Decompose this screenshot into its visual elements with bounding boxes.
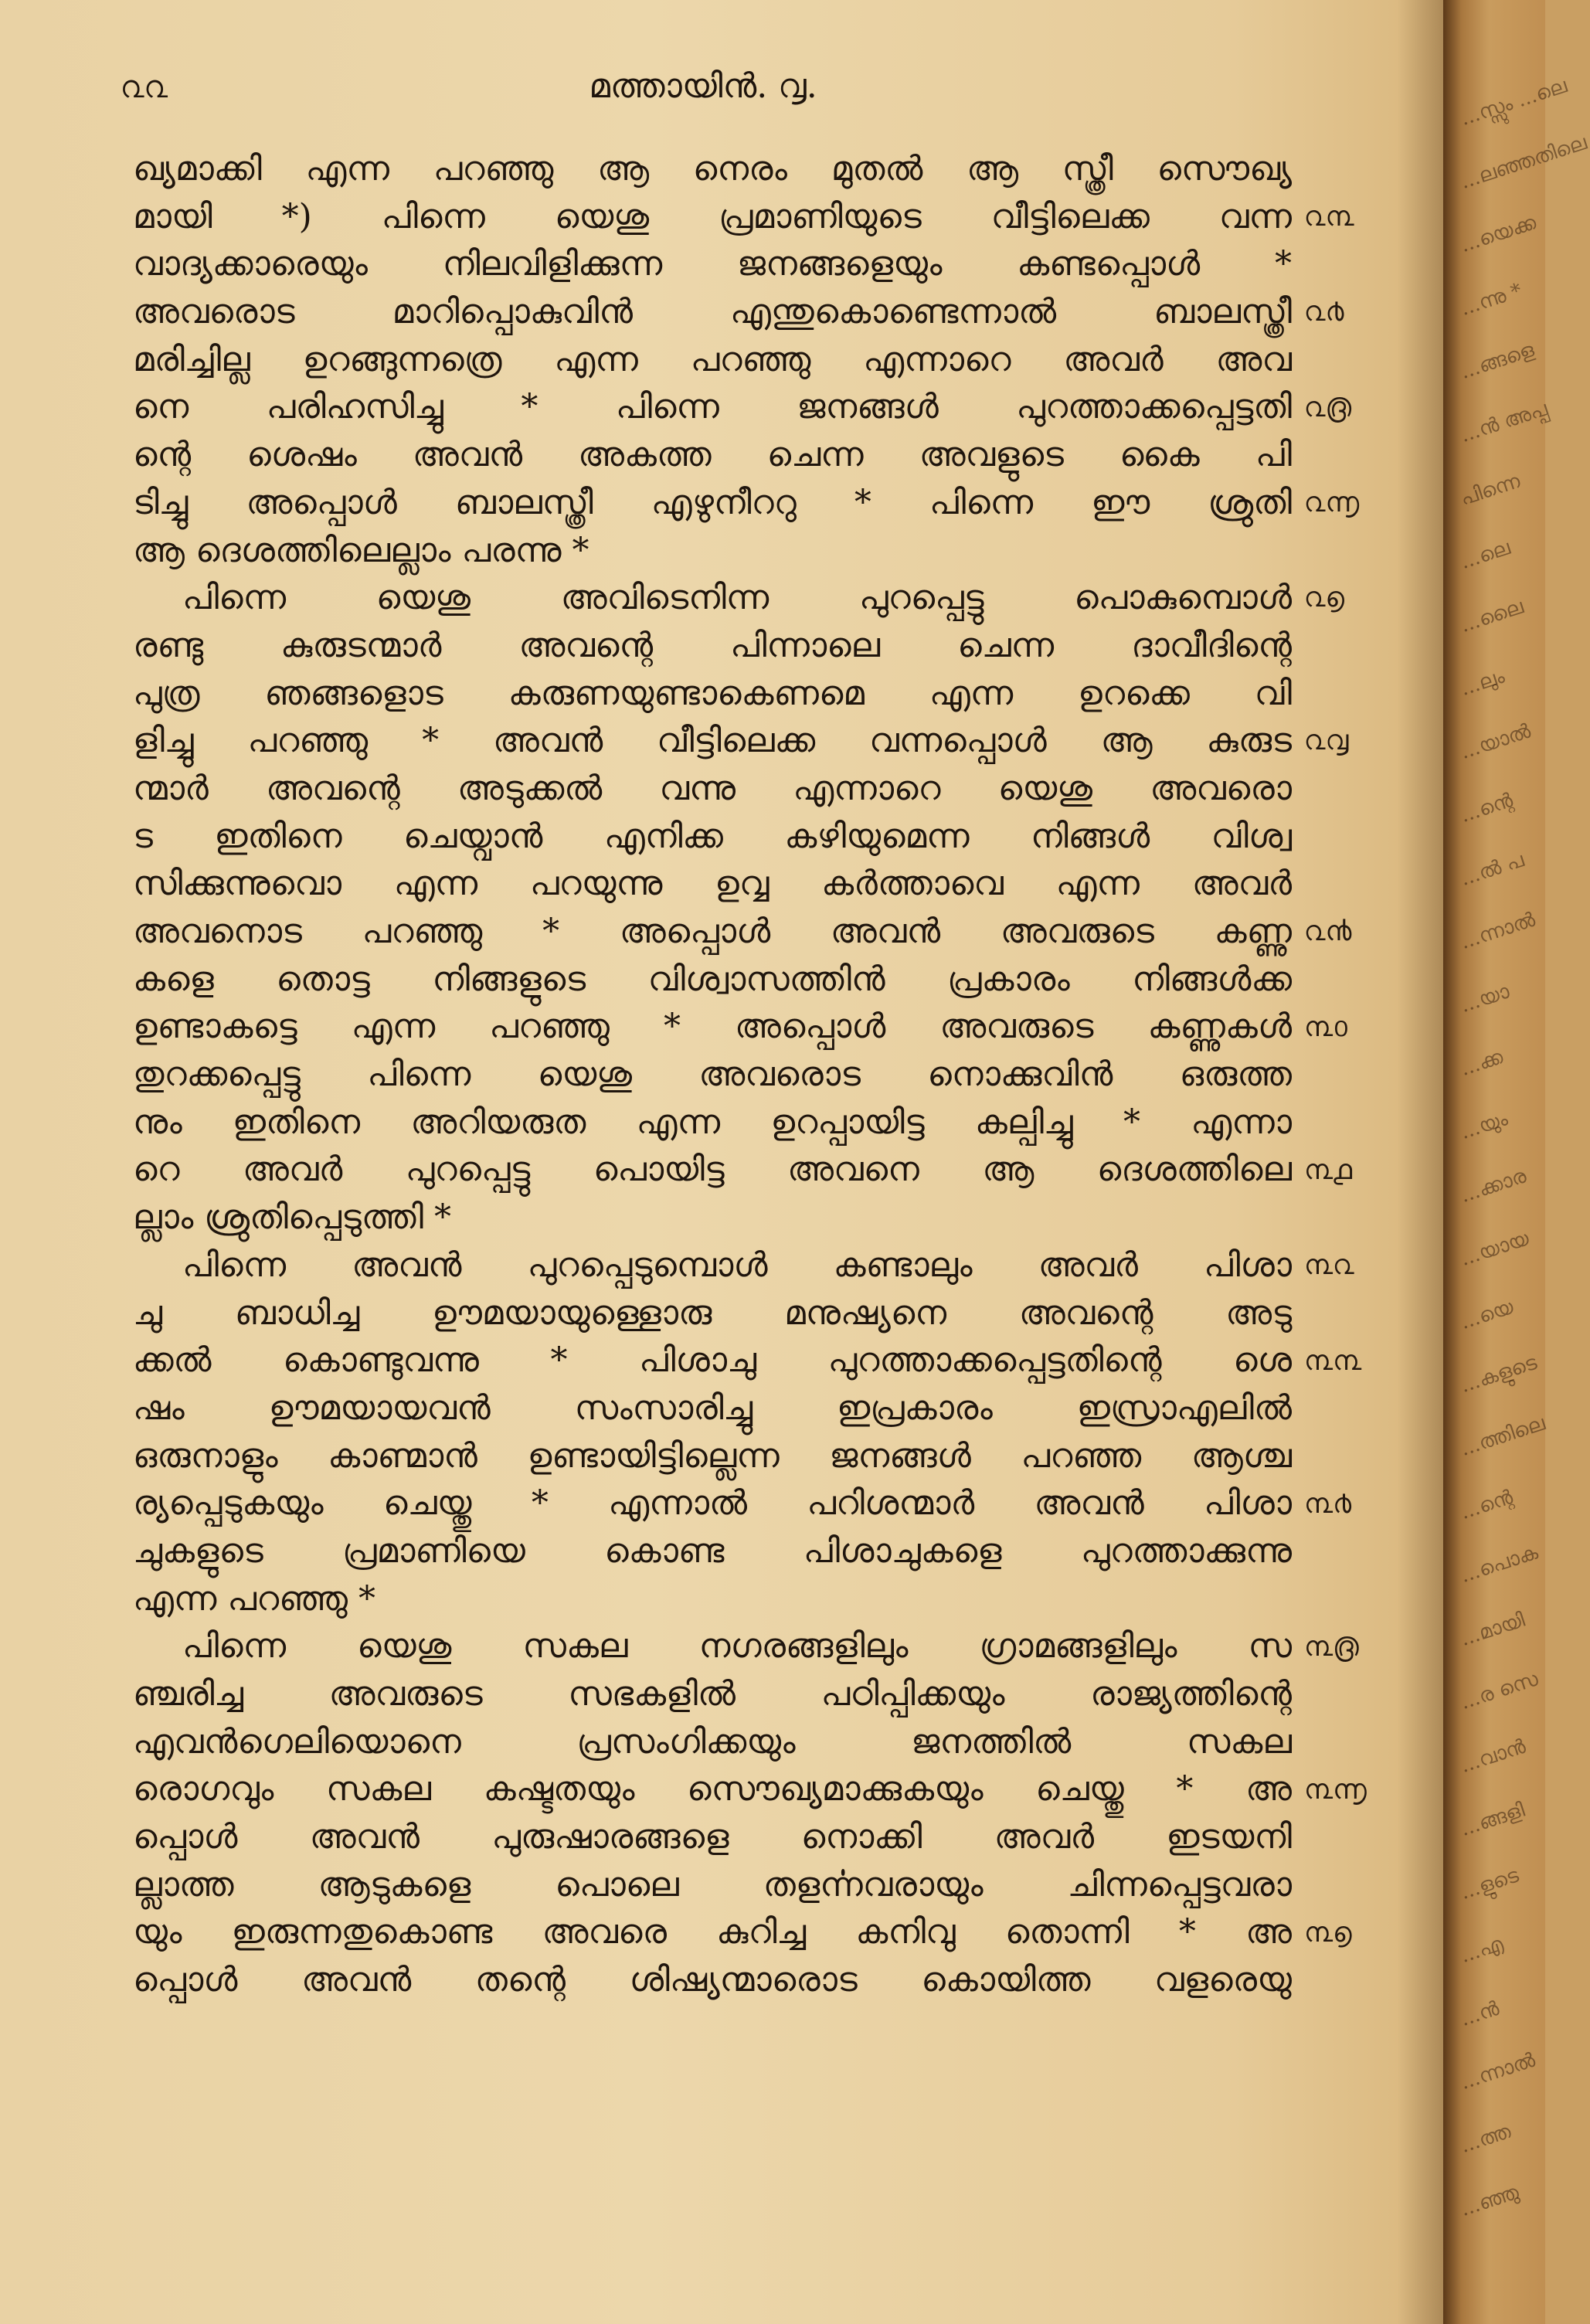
facing-page-fragment: ...ന്നാൽ [1457, 908, 1538, 954]
facing-page-fragment: ...ലെ [1457, 536, 1514, 574]
facing-page-edge [1443, 0, 1590, 2324]
text-line: റെ അവർ പുറപ്പെട്ടു പൊയിട്ട അവനെ ആ ദെശത്തിലെ [133, 1150, 1292, 1190]
verse-number: ൩൨ [1304, 1249, 1354, 1282]
facing-page-fragment: ...ലൈ [1457, 595, 1527, 637]
verse-number: ൨൪ [1304, 296, 1344, 328]
verse-number: ൩൩ [1304, 1344, 1362, 1377]
verse-number: ൨൯ [1304, 916, 1352, 948]
text-line: രണ്ടു കുരുടന്മാർ അവന്റെ പിന്നാലെ ചെന്ന ദാവീദിന്റെ [133, 625, 1292, 665]
text-line: സിക്കുന്നുവൊ എന്ന പറയുന്നു ഉവ്വ കർത്താവെ എന്ന അവർ [133, 864, 1292, 904]
text-line: മായി *) പിന്നെ യെശു പ്രമാണിയുടെ വീട്ടിലെക്ക വന്ന [133, 196, 1292, 236]
text-line: നും ഇതിനെ അറിയരുത എന്ന ഉറപ്പായിട്ട കല്പിച്ചു * എന്നാ [133, 1102, 1292, 1142]
facing-page-fragment: ...ന്റെ [1457, 788, 1516, 827]
text-line: മരിച്ചില്ല ഉറങ്ങുന്നത്രെ എന്ന പറഞ്ഞു എന്നാറെ അവർ അവ [133, 339, 1292, 379]
facing-page-fragment: ...പൊക [1457, 1541, 1541, 1588]
facing-page-fragment: ...ൽ പ [1457, 848, 1527, 891]
text-line: അവനൊട പറഞ്ഞു * അപ്പൊൾ അവൻ അവരുടെ കണ്ണു [133, 912, 1292, 951]
text-line: ന്മാർ അവന്റെ അടുക്കൽ വന്നു എന്നാറെ യെശു അവരൊ [133, 768, 1292, 808]
text-line: പിന്നെ യെശു സകല നഗരങ്ങളിലും ഗ്രാമങ്ങളിലും സ [182, 1626, 1292, 1667]
facing-page-fragment: ...ന്റെ [1457, 1485, 1516, 1524]
facing-page-fragment: ...യെക്ക [1457, 211, 1540, 257]
verse-number: ൨൬ [1304, 486, 1360, 518]
text-line: പുത്ര ഞങ്ങളൊട കരുണയുണ്ടാകെണമെ എന്ന ഉറക്കെ വി [133, 673, 1292, 713]
facing-page-fragment: ...എ [1457, 1932, 1507, 1968]
text-line: ന്റെ ശെഷം അവൻ അകത്ത ചെന്ന അവളുടെ കൈ പി [133, 435, 1292, 475]
text-line: യും ഇരുന്നതുകൊണ്ട അവരെ കുറിച്ച കനിവു തൊന്നി * അ [133, 1912, 1292, 1952]
text-line: പിന്നെ അവൻ പുറപ്പെടുമ്പൊൾ കണ്ടാലും അവർ പിശാ [182, 1245, 1292, 1285]
facing-page-fragment: ...മായി [1457, 1608, 1528, 1651]
text-line: ഉണ്ടാകട്ടെ എന്ന പറഞ്ഞു * അപ്പൊൾ അവരുടെ കണ്ണുകൾ [133, 1007, 1292, 1047]
facing-page-fragment: ...യാ [1457, 980, 1513, 1018]
facing-page-fragment: ...ഞ്ഞു [1457, 2180, 1522, 2221]
facing-page-fragment: ...ങ്ങളി [1457, 1799, 1528, 1841]
facing-page-fragment: ...വാൻ [1457, 1735, 1529, 1778]
chapter-title: മത്തായിൻ. ൮. [589, 66, 817, 106]
running-head [116, 66, 1290, 113]
facing-page-fragment: പിന്നെ [1457, 469, 1524, 511]
facing-page-fragment: ...ര സെ [1457, 1667, 1541, 1714]
text-line: എന്ന പറഞ്ഞു * [133, 1578, 376, 1619]
facing-page-fragment: ...കളുടെ [1457, 1351, 1541, 1398]
verse-number: ൩൭ [1304, 1916, 1352, 1949]
facing-page-fragment: ...ളുടെ [1457, 1864, 1522, 1904]
facing-page-fragment: ...യായ [1457, 1227, 1532, 1271]
verse-number: ൩൧ [1304, 1154, 1353, 1186]
facing-page-fragment: ...യും [1457, 1107, 1511, 1144]
text-line: ഖ്യമാക്കി എന്ന പറഞ്ഞു ആ നെരം മുതൽ ആ സ്ത്രീ സൌഖ്യ [133, 149, 1292, 189]
text-line: ഞ്ചരിച്ച അവരുടെ സഭകളിൽ പഠിപ്പിക്കയും രാജ്യത്തിന്റെ [133, 1674, 1292, 1714]
scripture-text [133, 145, 1292, 2004]
facing-page-fragment: ...ൻ [1457, 1996, 1503, 2031]
text-line: വാദ്യക്കാരെയും നിലവിളിക്കുന്ന ജനങ്ങളെയും കണ്ടപ്പൊൾ * [133, 244, 1292, 284]
text-line: ക്കൽ കൊണ്ടുവന്നു * പിശാചു പുറത്താക്കപ്പെട്ടതിന്റെ ശെ [133, 1340, 1292, 1381]
text-line: ളിച്ചു പറഞ്ഞു * അവൻ വീട്ടിലെക്ക വന്നപ്പൊൾ ആ കുരുട [133, 721, 1292, 761]
facing-page-fragment: ...ങ്ങളെ [1457, 338, 1537, 384]
text-line: ടിച്ചു അപ്പൊൾ ബാലസ്ത്രീ എഴുനീററു * പിന്നെ ഈ ശ്രുതി [133, 482, 1292, 522]
text-line: ല്ലാം ശ്രുതിപ്പെടുത്തി * [133, 1198, 452, 1238]
verse-number: ൩൫ [1304, 1630, 1359, 1663]
text-line: തുറക്കപ്പെട്ടു പിന്നെ യെശു അവരൊട നൊക്കുവിൻ ഒരുത്ത [133, 1055, 1292, 1095]
text-line: ല്ലാത്ത ആടുകളെ പൊലെ തളൎന്നവരായും ചിന്നപ്പെട്ടവരാ [133, 1864, 1292, 1904]
text-line: ട ഇതിനെ ചെയ്വാൻ എനിക്ക കഴിയുമെന്ന നിങ്ങൾ വിശ്വ [133, 816, 1292, 856]
facing-page-fragment: ...ത്തിലെ [1457, 1412, 1548, 1461]
facing-page-fragment: ...ലഞ്ഞതിലെ [1457, 131, 1590, 194]
text-line: എവൻഗെലിയൊനെ പ്രസംഗിക്കയും ജനത്തിൽ സകല [133, 1721, 1292, 1762]
facing-page-fragment: ...സ്സും ...ലെ [1457, 74, 1570, 131]
verse-number: ൩൪ [1304, 1487, 1352, 1520]
text-line: പ്പൊൾ അവൻ പുരുഷാരങ്ങളെ നൊക്കി അവർ ഇടയനി [133, 1817, 1292, 1857]
text-line: പ്പൊൾ അവൻ തന്റെ ശിഷ്യന്മാരൊട കൊയിത്ത വളരെയു [133, 1960, 1292, 2000]
text-line: ര്യപ്പെടുകയും ചെയ്തു * എന്നാൽ പറിശന്മാർ അവൻ പിശാ [133, 1483, 1292, 1524]
verse-number: ൩൦ [1304, 1011, 1347, 1043]
facing-page-fragment: ...ന്നാൽ [1457, 2048, 1538, 2095]
facing-page-fragment: ...യെ [1457, 1295, 1517, 1334]
facing-page-fragment: ...യാൽ [1457, 719, 1534, 764]
facing-page-fragment: ...ലും [1457, 664, 1508, 701]
verse-number: ൨൩ [1304, 200, 1354, 233]
text-line: ഒരുനാളും കാണ്മാൻ ഉണ്ടായിട്ടില്ലെന്ന ജനങ്ങൾ പറഞ്ഞ ആശ്ച [133, 1436, 1292, 1476]
text-line: ഷം ഊമയായവൻ സംസാരിച്ചു ഇപ്രകാരം ഇസ്രാഎലിൽ [133, 1388, 1292, 1428]
text-line: ചുകളുടെ പ്രമാണിയെ കൊണ്ട പിശാചുകളെ പുറത്താക്കുന്നു [133, 1531, 1292, 1571]
facing-page-fragment: ...ക്കാര [1457, 1164, 1530, 1208]
facing-page-fragment: ...ക്ക [1457, 1045, 1507, 1081]
text-line: നെ പരിഹസിച്ചു * പിന്നെ ജനങ്ങൾ പുറത്താക്കപ്പെട്ടതി [133, 387, 1292, 427]
page-number: ൨൨ [121, 70, 168, 105]
verse-number: ൨൮ [1304, 725, 1349, 757]
text-line: അവരൊട മാറിപ്പൊകുവിൻ എന്തുകൊണ്ടെന്നാൽ ബാലസ്ത്രീ [133, 292, 1292, 332]
text-line: കളെ തൊട്ട നിങ്ങളുടെ വിശ്വാസത്തിൻ പ്രകാരം നിങ്ങൾക്ക [133, 959, 1292, 999]
facing-page-fragment: ...ത്ത [1457, 2119, 1514, 2158]
verse-number: ൨൭ [1304, 582, 1344, 614]
facing-page-fragment: ...ൻ അപ്പ [1457, 397, 1551, 447]
text-line: രൊഗവും സകല കഷ്ടതയും സൌഖ്യമാക്കുകയും ചെയ്തു * അ [133, 1769, 1292, 1809]
verse-number: ൩൬ [1304, 1773, 1367, 1806]
text-line: ആ ദെശത്തിലെല്ലാം പരന്നു * [133, 530, 589, 570]
text-line: പിന്നെ യെശു അവിടെനിന്ന പുറപ്പെട്ടു പൊകുമ്പൊൾ [182, 578, 1292, 618]
verse-number: ൨൫ [1304, 391, 1352, 423]
text-line: ചു ബാധിച്ച ഊമയായുള്ളൊരു മനുഷ്യനെ അവന്റെ അടു [133, 1293, 1292, 1333]
facing-page-fragment: ...ന്നു * [1457, 279, 1525, 321]
